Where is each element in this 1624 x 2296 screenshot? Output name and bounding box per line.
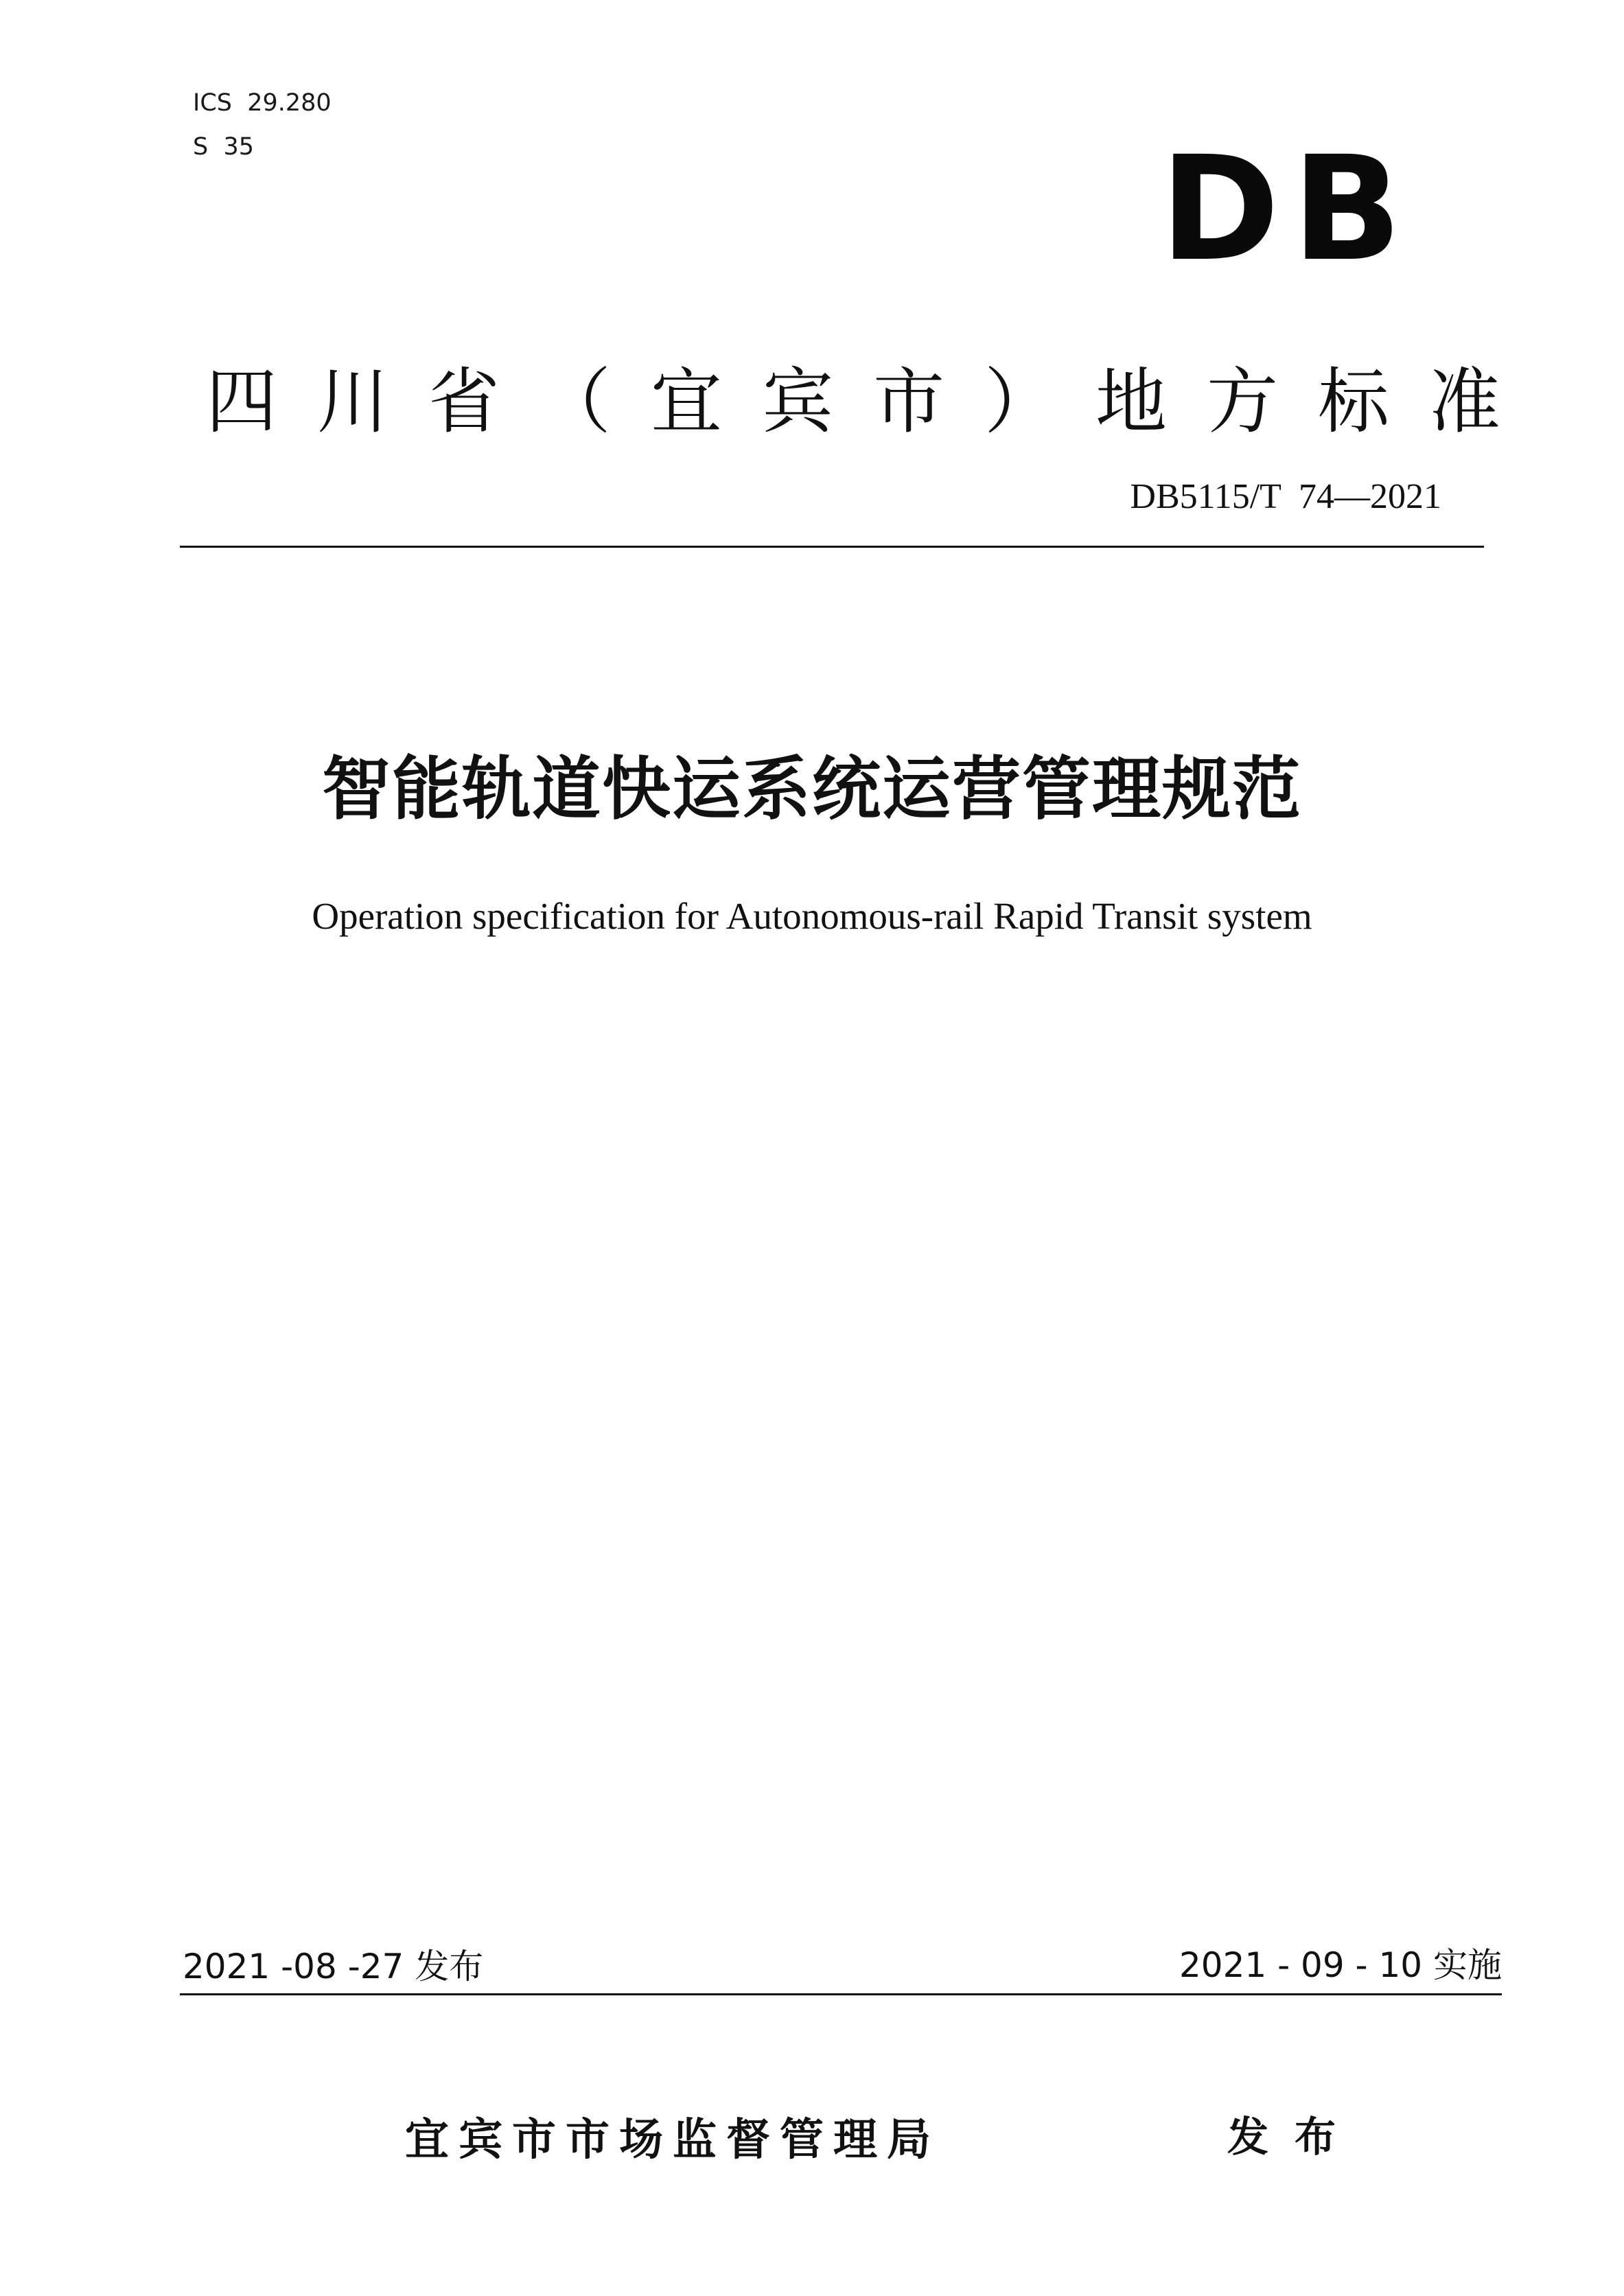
publish-label: 发布	[1227, 2113, 1362, 2161]
document-title-english: Operation specification for Autonomous-rail Rapid Transit system	[312, 895, 1312, 937]
ics-code: ICS 29.280	[193, 89, 332, 117]
classification-codes	[193, 81, 332, 169]
ccs-code: S 35	[193, 133, 255, 161]
issuing-authority: 宜宾市市场监督管理局	[405, 2115, 940, 2166]
document-title-chinese: 智能轨道快运系统运营管理规范	[322, 749, 1302, 829]
standard-type-heading: 四川省（宜宾市）地方标准	[206, 360, 1541, 443]
standard-number: DB5115/T 74—2021	[1130, 477, 1441, 516]
top-divider	[180, 546, 1484, 548]
bottom-divider	[180, 1993, 1502, 1995]
publish-date: 2021 -08 -27 发布	[183, 1947, 484, 1986]
db-logo: DB	[1160, 125, 1415, 293]
implementation-date: 2021 - 09 - 10 实施	[1179, 1945, 1502, 1985]
